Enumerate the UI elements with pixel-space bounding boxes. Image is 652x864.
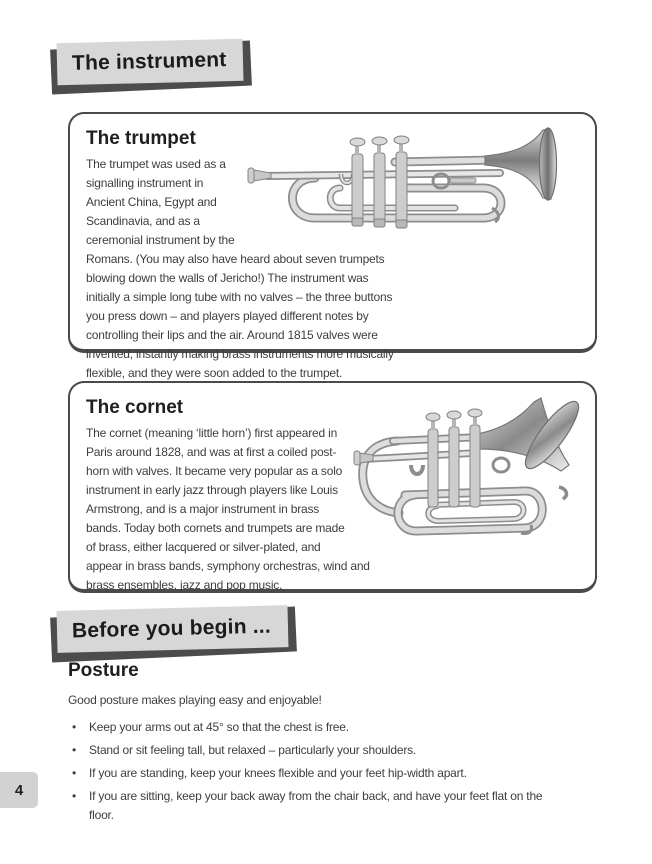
posture-section xyxy=(68,660,588,829)
section-title: Before you begin ... xyxy=(57,605,289,653)
posture-bullet: • Stand or sit feeling tall, but relaxed – particularly your shoulders. xyxy=(68,741,557,760)
cornet-title: The cornet xyxy=(86,397,184,418)
section-banner-before xyxy=(57,608,288,650)
cornet-photo xyxy=(353,395,585,547)
cornet-body-text: The cornet (meaning ‘little horn’) first appeared in Paris around 1828, and was at first a coiled post-horn with valves. It became very popular as a solo instrument in early jazz through players like Louis Armstrong, and is a major instrument in brass bands. Today both cornets and trumpets are made of brass, either lacquered or silver-plated, and appear in brass bands, symphony orchestras, wind and brass ensembles, jazz and pop music. xyxy=(86,426,370,592)
trumpet-photo xyxy=(245,126,585,238)
posture-bullet: • If you are sitting, keep your back away from the chair back, and have your feet flat on the floor. xyxy=(68,787,557,825)
posture-bullet: • If you are standing, keep your knees flexible and your feet hip-width apart. xyxy=(68,764,557,783)
cornet-image xyxy=(353,395,585,547)
section-title: The instrument xyxy=(57,39,244,86)
cornet-box xyxy=(68,381,597,593)
trumpet-image xyxy=(245,126,585,238)
trumpet-title: The trumpet xyxy=(86,128,196,149)
posture-intro: Good posture makes playing easy and enjoyable! xyxy=(68,693,322,707)
posture-title: Posture xyxy=(68,660,139,681)
page-number: 4 xyxy=(14,781,24,799)
posture-bullet-list xyxy=(68,718,588,825)
posture-bullet: • Keep your arms out at 45° so that the chest is free. xyxy=(68,718,557,737)
trumpet-box xyxy=(68,112,597,380)
section-banner-instrument xyxy=(57,41,243,83)
page-number-tab xyxy=(0,772,38,808)
trumpet-body-text: The trumpet was used as a signalling instrument in Ancient China, Egypt and Scandinavia, and as a ceremonial instrument by the Romans. (You may also have heard about seven trumpets blowing down the walls of Jericho!) The instrument was initially a simple long tube with no valves – the three buttons you press down – and players played different notes by controlling their lips and the air. Around 1815 valves were invented, instantly making brass instruments more musically flexible, and they were soon added to the trumpet. xyxy=(86,157,394,380)
